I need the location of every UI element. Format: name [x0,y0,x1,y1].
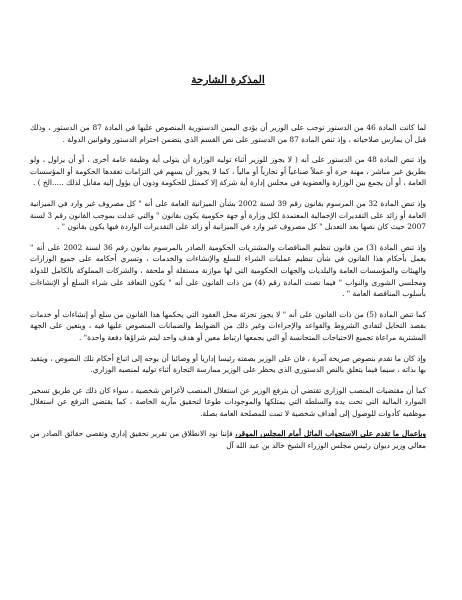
closing-rest-text: فإننا نود الانطلاق من تقرير تحقيق إداري وتقصي حقائق الصادر من معالي وزير ديوان رئيس مجلس الوزراء الشيخ خالد بن عبد الله آل [30,429,426,451]
paragraph-article-46: لما كانت المادة 46 من الدستور توجب على الوزير أن يؤدي اليمين الدستورية المنصوص عليها في المادة 87 من الدستور ، وذلك قبل أن يمارس صلاحياته ، وإذ تنص المادة 87 من الدستور على نص القسم الذي يتضمن احترام الدستور وقوانين الدولة . [30,123,427,144]
paragraph-tenders-law-article-3: وإذ تنص المادة (3) من قانون تنظيم المناقصات والمشتريات الحكومية الصادر بالمرسوم بقانون رقم 36 لسنة 2002 على أنه " يعمل بأحكام هذا القانون في شأن تنظيم عمليات الشراء للسلع والإنشاءات والخدمات ، وتسري أحكامه على جميع الوزارات والهيئات والمؤسسات العامة والبلديات والجهات الحكومية التي لها موازنة مستقلة أو ملحقة ، والشركات المملوكة بالكامل للدولة ومجلسي الشورى والنواب " فيما نصت المادة رقم (4) من ذات القانون على أنه " يكون التعاقد على شراء السلع أو الإنشاءات بأسلوب المناقصة العامة " . [30,242,426,299]
document-title: المذكرة الشارحة [191,74,265,86]
closing-paragraph [30,428,426,451]
paragraph-ministerial-ethics: كما أن مقتضيات المنصب الوزاري تقتضي أن يترفع الوزير عن استغلال المنصب لأغراض شخصية ، سواء كان ذلك عن طريق تسخير الموارد المالية التي تحت يده والسلطة التي يمتلكها والموجودات طوعا لتحقيق مآربه الخاصة ، كما يقتضي الترفع عن استغلال موظفيه كأدوات للوصول إلى أهداف شخصية لا تمت للمصلحة العامة بصلة. [30,385,426,418]
closing-lead-text: وبإعمال ما تقدم على الاستجواب الماثل أمام المجلس الموقر، [235,429,427,439]
paragraph-tenders-law-article-5: كما تنص المادة (5) من ذات القانون على أنه " لا يجوز تجزئة محل العقود التي يحكمها هذا القانون من سلع أو إنشاءات أو خدمات بقصد التحايل لتفادي الشروط والقواعد والإجراءات وغير ذلك من الضوابط والضمانات المنصوص عليها فيه ، ويتعين على الجهة المشترية مراعاة تجميع الاحتياجات المتجانسة أو التي يجمعها ارتباط معين أو هدف واحد ليتم شراؤها دفعة واحدة" . [30,309,427,342]
paragraph-minister-duty: وإذ كان ما تقدم بنصوص صريحة آمرة ، فان على الوزير بصفته رئيسا إداريا أو وصائيا أن يوجه إلى اتباع أحكام تلك النصوص ، ويتقيد بها بذاته ، سيما فيما يتعلق بالنص الدستوري الذي يحظر على الوزير ممارسة التجارة أثناء توليه لمنصبه الوزاري. [30,353,426,375]
paragraph-article-48: وإذ تنص المادة 48 من الدستور على أنه ( لا يجوز للوزير أثناء توليه الوزارة أن يتولى أية وظيفة عامة أخرى ، أو أن يزاول ، ولو بطريق غير مباشر ، مهنة حرة أو عملاً صناعياً أو تجارياً أو مالياً ، كما لا يجوز أن يسهم في التزامات تعقدها الحكومة أو المؤسسات العامة ، أو أن يجمع بين الوزارة والعضوية في مجلس إدارة أية شركة إلا كممثل للحكومة ودون أن يؤول إليه مقابل لذلك .....الخ ) . [30,155,427,188]
paragraph-budget-law: وإذ تنص المادة 32 من المرسوم بقانون رقم 39 لسنة 2002 بشأن الميزانية العامة على أنه " كل مصروف غير وارد في الميزانية العامة أو زائد على التقديرات الإجمالية المعتمدة لكل وزارة أو جهة حكومية يكون بقانون " والتي عدلت بموجب القانون رقم 3 لسنة 2007 حيث كان نصها بعد التعديل " كل مصروف غير وارد في الميزانية أو زائد على التقديرات الواردة فيها يكون بقانون " . [30,198,426,232]
